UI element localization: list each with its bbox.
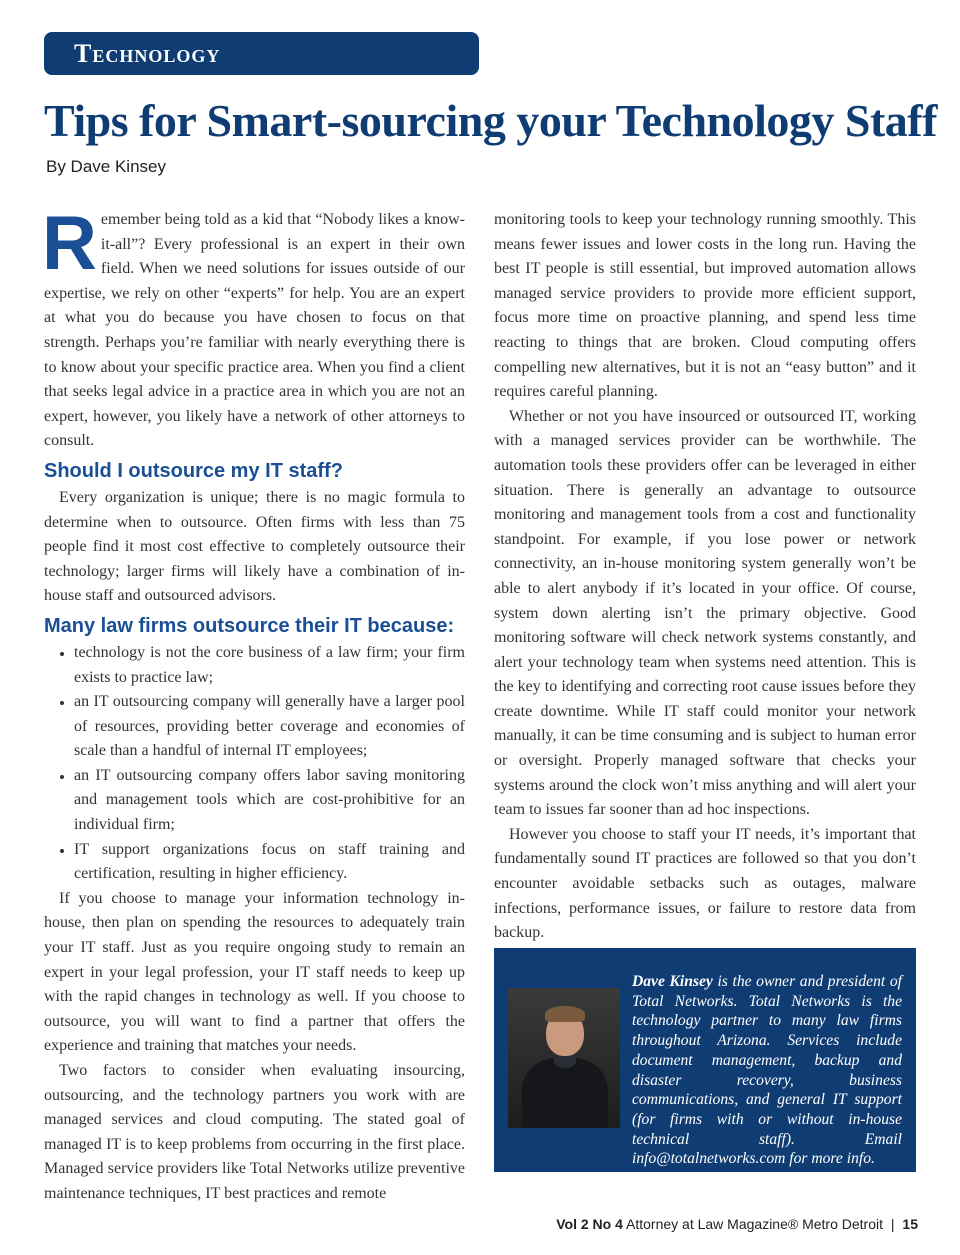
volume-label: Vol 2 No 4	[556, 1216, 623, 1232]
paragraph: monitoring tools to keep your technology running smoothly. This means fewer issues and lower costs in the long run. Having the best IT people is still essential, but improved automation allows managed service providers to provide more efficient support, focus more time on proactive planning, and spend less time reacting to things that are broken. Cloud computing offers compelling new alternatives, but it is not an “easy button” and it requires careful planning.	[494, 211, 916, 401]
footer-separator: |	[890, 1216, 895, 1232]
magazine-name: Attorney at Law Magazine® Metro Detroit	[626, 1216, 883, 1232]
drop-cap: R	[42, 201, 97, 286]
section-label: Technology	[74, 39, 221, 68]
page-footer	[556, 1216, 918, 1232]
section-banner	[44, 32, 479, 75]
reasons-list	[44, 641, 465, 887]
article-title: Tips for Smart-sourcing your Technology Staff	[44, 95, 937, 146]
photo-body-shape	[522, 1058, 608, 1128]
bio-description: is the owner and president of Total Networks. Total Networks is the technology partner to many law firms throughout Arizona. Services include document management, backup and disaster recovery, business communications, and general IT support (for firms with or without in-house technical staff). Email info@totalnetworks.com for more info.	[632, 973, 902, 1168]
intro-paragraph	[42, 201, 465, 454]
page-number: 15	[902, 1216, 918, 1232]
left-column	[42, 201, 465, 1207]
photo-collar-shape	[554, 1054, 576, 1068]
paragraph: Every organization is unique; there is no magic formula to determine when to outsource. Often firms with less than 75 people find it most cost effective to completely outsource their technology; larger firms will likely have a combination of in-house staff and outsourced advisors.	[44, 488, 465, 605]
list-item: • IT support organizations focus on staff training and certification, resulting in higher efficiency.	[74, 838, 465, 887]
intro-text: emember being told as a kid that “Nobody likes a know-it-all”? Every professional is an expert in their own field. When we need solutions for issues outside of our expertise, we rely on other “experts” for help. You are an expert at what you do because you have chosen to focus on that strength. Perhaps you’re familiar with nearly everything there is to know about your specific practice area. When you find a client that seeks legal advice in a practice area in which you are not an expert, however, you likely have a network of other attorneys to consult.	[44, 211, 465, 450]
author-bio-box	[494, 948, 916, 1172]
paragraph: However you choose to staff your IT needs, it’s important that fundamentally sound IT practices are followed so that you don’t encounter avoidable setbacks such as outages, malware infections, performance issues, or failure to restore data from backup.	[494, 825, 916, 942]
list-item: • an IT outsourcing company offers labor saving monitoring and management tools which are cost-prohibitive for an individual firm;	[74, 764, 465, 838]
heading-should-i-outsource: Should I outsource my IT staff?	[44, 459, 343, 482]
list-item: • an IT outsourcing company will generally have a larger pool of resources, providing better coverage and economies of scale than a handful of internal IT employees;	[74, 690, 465, 764]
paragraph: If you choose to manage your information technology in-house, then plan on spending the resources to adequately train your IT staff. Just as you require ongoing study to remain an expert in your legal profession, your IT staff needs to keep up with the rapid changes in technology as well. If you choose to outsource, you will want to find a partner that offers the experience and training that matches your needs.	[44, 889, 465, 1055]
photo-hair-shape	[545, 1006, 585, 1022]
list-item: • technology is not the core business of a law firm; your firm exists to practice law;	[74, 641, 465, 690]
author-bio-text	[632, 972, 902, 1169]
right-column	[494, 208, 916, 946]
paragraph: Whether or not you have insourced or outsourced IT, working with a managed services provider can be worthwhile. The automation tools these providers offer can be leveraged in either situation. There is generally an advantage to outsource monitoring and management tools from a cost and functionality standpoint. For example, if you lose power or network connectivity, an in-house monitoring system generally won’t be able to alert anybody if it’s located in your office. Of course, system down alerting isn’t the primary objective. Good monitoring software will check network systems constantly, and alert your technology team when systems need attention. This is the key to identifying and correcting root cause issues before they create downtime. While IT staff could monitor your network manually, it can be time consuming and is subject to human error or oversight. Properly managed software that checks your systems around the clock won’t miss anything and will alert your team to issues far sooner than ad hoc inspections.	[494, 407, 916, 819]
author-name: Dave Kinsey	[632, 973, 713, 990]
paragraph: Two factors to consider when evaluating insourcing, outsourcing, and the technology partners you work with are managed services and cloud computing. The stated goal of managed IT is to keep problems from occurring in the first place. Managed service providers like Total Networks utilize preventive maintenance techniques, IT best practices and remote	[44, 1062, 465, 1202]
author-photo	[508, 988, 620, 1128]
byline: By Dave Kinsey	[46, 157, 166, 176]
heading-why-outsource: Many law firms outsource their IT because:	[44, 614, 455, 637]
